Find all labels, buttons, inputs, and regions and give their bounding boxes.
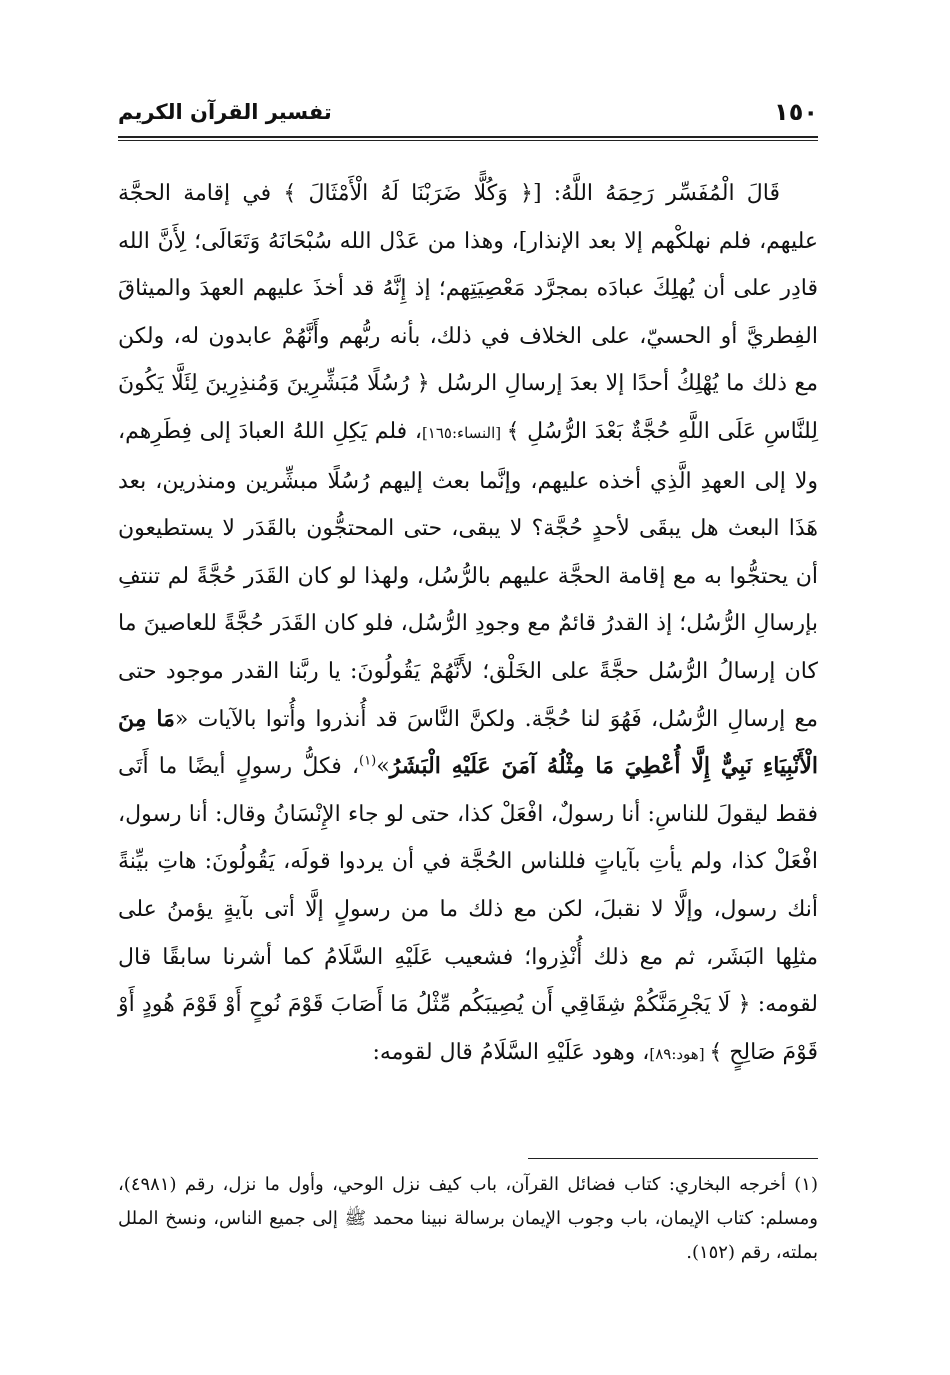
hadith-quote: مَا مِنَ الْأَنْبِيَاءِ نَبِيٌّ إِلَّا أُعْطِيَ مَا مِثْلُهُ آمَنَ عَلَيْهِ الْبَشَرُ (118, 705, 818, 780)
quran-verse: ﴿ وَكُلًّا ضَرَبْنَا لَهُ الْأَمْثَالَ ﴾ (283, 181, 533, 206)
header-divider (118, 136, 818, 141)
footnotes-block (118, 1168, 818, 1270)
verse-reference: [النساء:١٦٥] (421, 423, 507, 442)
main-text-block (118, 170, 818, 1078)
footnote-divider (528, 1158, 818, 1159)
body-text: في إقامة الحجَّة عليهم، فلم نهلكْهم إلا بعد الإنذار]، وهذا من عَدْل الله سُبْحَانَهُ وَتَعَالَى؛ لِأَنَّ الله قادِر على أن يُهلِكَ عبادَه بمجرَّد مَعْصِيَتِهم؛ إذ إِنَّهُ قد أخذَ عليهم العهدَ والميثاقَ الفِطريَّ أو الحسيّ، على الخلاف في ذلك، بأنه ربُّهم وأَنَّهُمْ عابدون له، ولكن مع ذلك ما يُهْلِكُ أحدًا إلا بعدَ إرسالِ الرسُل (118, 181, 819, 397)
page-header (118, 92, 818, 134)
footnote-marker: (١) (359, 753, 377, 769)
verse-reference: [هود:٨٩] (649, 1044, 710, 1063)
footnote: (١) أخرجه البخاري: كتاب فضائل القرآن، باب كيف نزل الوحي، وأول ما نزل، رقم (٤٩٨١)، ومسلم: كتاب الإيمان، باب وجوب الإيمان برسالة نبينا محمد ﷺ إلى جميع الناس، ونسخ الملل بملته، رقم (١٥٢). (118, 1174, 818, 1263)
body-text: ، وهود عَلَيْهِ السَّلَامُ قال لقومه: (372, 1039, 650, 1065)
body-text: ، فلم يَكِلِ اللهُ العبادَ إلى فِطَرِهم، ولا إلى العهدِ الَّذِي أخذه عليهم، وإنَّما بعث إليهم رُسُلًا مبشِّرين ومنذرين، بعد هَذَا البعث هل يبقَى لأحدٍ حُجَّة؟ لا يبقى، حتى المحتجُّون بالقَدَر لا يستطيعون أن يحتجُّوا به مع إقامة الحجَّة عليهم بالرُّسُل، ولهذا لو كان القَدَر حُجَّةً لم تنتفِ بإرسالِ الرُّسُل؛ إذ القدرُ قائمٌ مع وجودِ الرُّسُل، فلو كان القَدَر حُجَّةً للعاصينَ ما كان إرسالُ الرُّسُل حجَّةً على الخَلْق؛ لأَنَّهُمْ يَقُولُونَ: يا ربَّنا القدر موجود حتى مع إرسالِ الرُّسُل، فَهُوَ لنا حُجَّة. ولكنَّ النَّاسَ قد أُنذروا وأُتوا بالآيات « (118, 418, 818, 732)
page-number: ١٥٠ (774, 98, 818, 126)
quran-verse: ﴿ رُسُلًا مُبَشِّرِينَ وَمُنذِرِينَ لِئَلَّا يَكُونَ لِلنَّاسِ عَلَى اللَّهِ حُجَّةٌ بَعْدَ الرُّسُلِ ﴾ (118, 371, 819, 444)
running-title: تفسير القرآن الكريم (118, 100, 332, 124)
body-text: ، فكلُّ رسولٍ أيضًا ما أَتَى فقط ليقولَ للناسِ: أنا رسولٌ، افْعَلْ كذا، حتى لو جاء الإِنْسَانُ وقال: أنا رسول، افْعَلْ كذا، ولم يأتِ بآياتٍ فللناس الحُجَّة في أن يردوا قولَه، يَقُولُونَ: هاتِ بيِّنةً أنك رسول، وإلَّا لا نقبلَ، لكن مع ذلك ما من رسولٍ إلَّا أتى بآيةٍ يؤمنُ على مثلِها البَشَر، ثم مع ذلك أُنْذِروا؛ فشعيب عَلَيْهِ السَّلَامُ كما أشرنا سابقًا قال لقومه: (118, 754, 818, 1018)
commentator-intro: قَالَ الْمُفَسِّر رَحِمَهُ اللَّهُ: [ (532, 181, 780, 206)
body-text: » (376, 754, 390, 780)
quran-verse: ﴿ لَا يَجْرِمَنَّكُمْ شِقَاقِي أَن يُصِيبَكُم مِّثْلُ مَا أَصَابَ قَوْمَ نُوحٍ أَوْ قَوْمَ هُودٍ أَوْ قَوْمَ صَالِحٍ ﴾ (118, 992, 818, 1065)
body-paragraph (118, 170, 818, 1078)
